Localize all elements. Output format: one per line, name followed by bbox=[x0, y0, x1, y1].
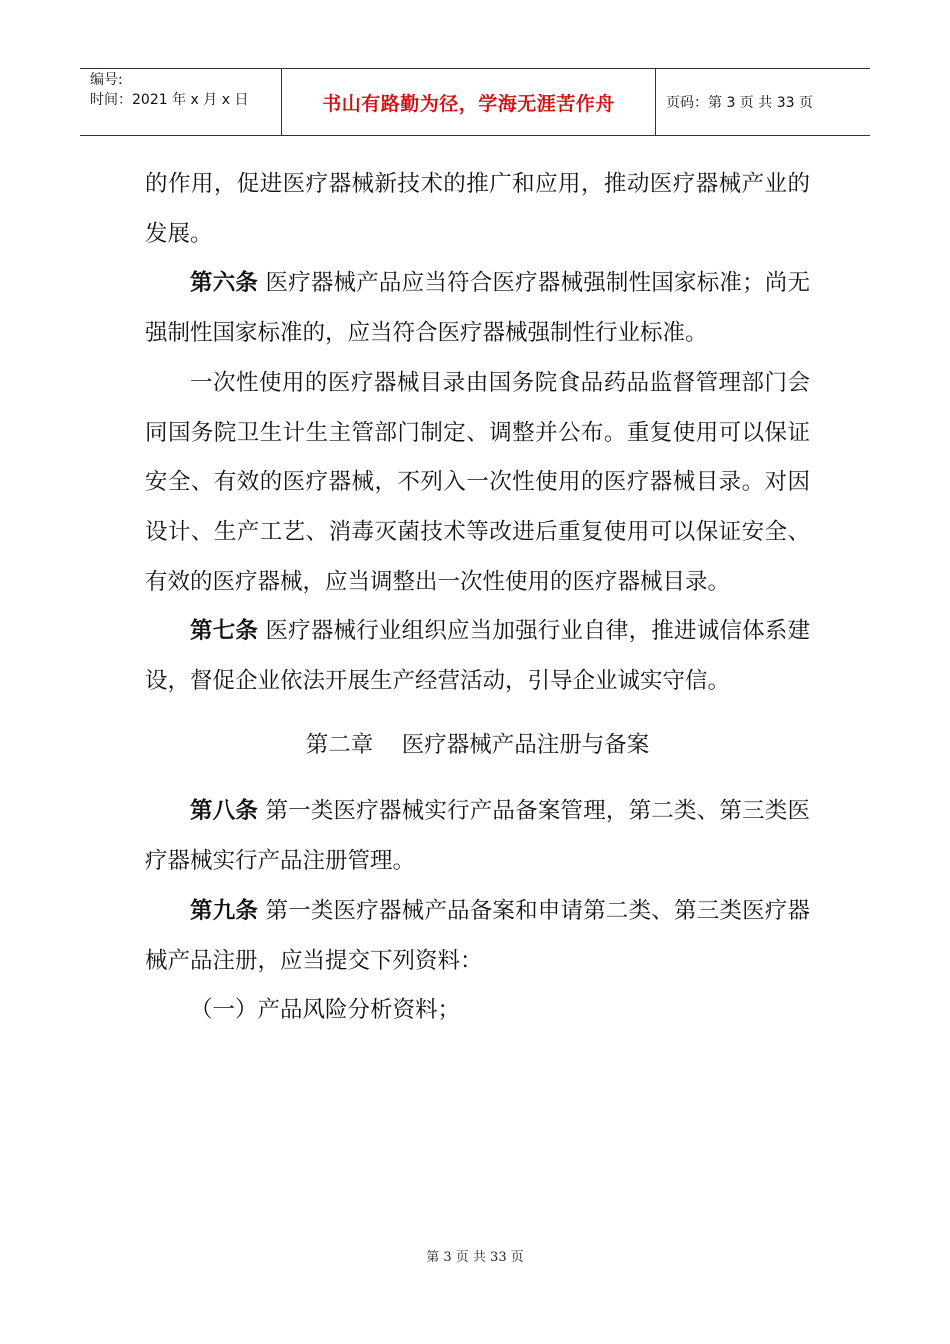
document-body bbox=[145, 160, 810, 1036]
document-header bbox=[80, 68, 870, 136]
article-8-text: 第一类医疗器械实行产品备案管理，第二类、第三类医疗器械实行产品注册管理。 bbox=[145, 798, 810, 875]
header-motto: 书山有路勤为径，学海无涯苦作舟 bbox=[322, 92, 615, 115]
article-8 bbox=[145, 787, 810, 886]
chapter-title: 第二章 医疗器械产品注册与备案 bbox=[305, 731, 650, 758]
header-page-cell bbox=[656, 69, 870, 135]
header-page-info: 页码：第 3 页 共 33 页 bbox=[666, 95, 813, 111]
article-7-text: 医疗器械行业组织应当加强行业自律，推进诚信体系建设，督促企业依法开展生产经营活动，引导企业诚实守信。 bbox=[145, 618, 810, 695]
article-7 bbox=[145, 607, 810, 706]
article-9 bbox=[145, 887, 810, 986]
header-motto-cell bbox=[282, 69, 656, 135]
document-date-label: 时间：2021 年 x 月 x 日 bbox=[90, 92, 249, 108]
article-9-label: 第九条 bbox=[190, 897, 259, 924]
article-6-label: 第六条 bbox=[190, 270, 259, 297]
page-footer: 第 3 页 共 33 页 bbox=[426, 1250, 524, 1265]
paragraph-continuation: 的作用，促进医疗器械新技术的推广和应用，推动医疗器械产业的发展。 bbox=[145, 171, 810, 247]
header-meta-cell bbox=[80, 69, 282, 135]
paragraph-disposable-devices: 一次性使用的医疗器械目录由国务院食品药品监督管理部门会同国务院卫生计生主管部门制定、调整并公布。重复使用可以保证安全、有效的医疗器械，不列入一次性使用的医疗器械目录。对因设计、生产工艺、消毒灭菌技术等改进后重复使用可以保证安全、有效的医疗器械，应当调整出一次性使用的医疗器械目录。 bbox=[145, 369, 810, 595]
article-8-label: 第八条 bbox=[190, 798, 259, 825]
article-9-text: 第一类医疗器械产品备案和申请第二类、第三类医疗器械产品注册，应当提交下列资料： bbox=[145, 897, 810, 974]
article-6-text: 医疗器械产品应当符合医疗器械强制性国家标准；尚无强制性国家标准的，应当符合医疗器械强制性行业标准。 bbox=[145, 270, 810, 347]
document-number-label: 编号: bbox=[90, 72, 123, 88]
list-item-1: （一）产品风险分析资料； bbox=[190, 997, 461, 1024]
article-6 bbox=[145, 259, 810, 358]
article-7-label: 第七条 bbox=[190, 618, 259, 645]
